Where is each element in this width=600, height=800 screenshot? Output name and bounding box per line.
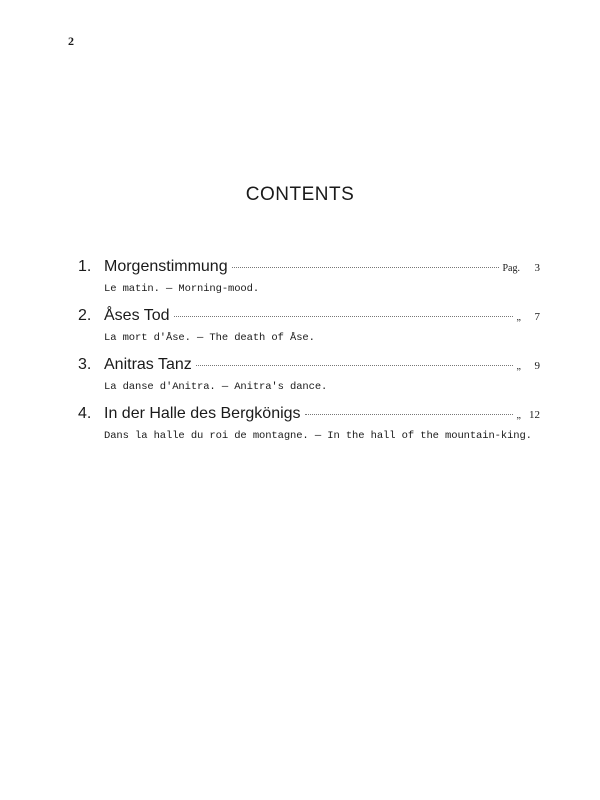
- entry-subtitle: Dans la halle du roi de montagne. — In the hall of the mountain-king.: [104, 430, 532, 442]
- page-number: 2: [68, 34, 74, 48]
- entry-number: 1.: [78, 258, 92, 275]
- entry-page-number: 3: [534, 262, 540, 274]
- entry-title[interactable]: Morgenstimmung: [104, 258, 228, 275]
- page-prefix: „: [516, 410, 520, 421]
- dot-leader: [196, 365, 513, 366]
- page-prefix: „: [516, 312, 520, 323]
- dot-leader: [174, 316, 513, 317]
- toc-entry-3: [78, 356, 540, 405]
- table-of-contents: [78, 258, 540, 454]
- dot-leader: [305, 414, 513, 415]
- entry-title[interactable]: Anitras Tanz: [104, 356, 192, 373]
- entry-page-number: 12: [529, 409, 540, 421]
- entry-number: 3.: [78, 356, 92, 373]
- page-prefix: „: [516, 361, 520, 372]
- entry-number: 2.: [78, 307, 92, 324]
- entry-subtitle: La danse d'Anitra. — Anitra's dance.: [104, 381, 328, 393]
- entry-number: 4.: [78, 405, 92, 422]
- toc-entry-4: [78, 405, 540, 454]
- entry-page-number: 7: [534, 311, 540, 323]
- entry-title[interactable]: Åses Tod: [104, 307, 170, 324]
- dot-leader: [232, 267, 499, 268]
- entry-subtitle: La mort d'Åse. — The death of Åse.: [104, 332, 315, 344]
- entry-page-number: 9: [534, 360, 540, 372]
- toc-entry-1: [78, 258, 540, 307]
- toc-entry-2: [78, 307, 540, 356]
- page-prefix: Pag.: [502, 263, 520, 274]
- entry-subtitle: Le matin. — Morning-mood.: [104, 283, 260, 295]
- page-title: CONTENTS: [245, 184, 355, 205]
- entry-title[interactable]: In der Halle des Bergkönigs: [104, 405, 301, 422]
